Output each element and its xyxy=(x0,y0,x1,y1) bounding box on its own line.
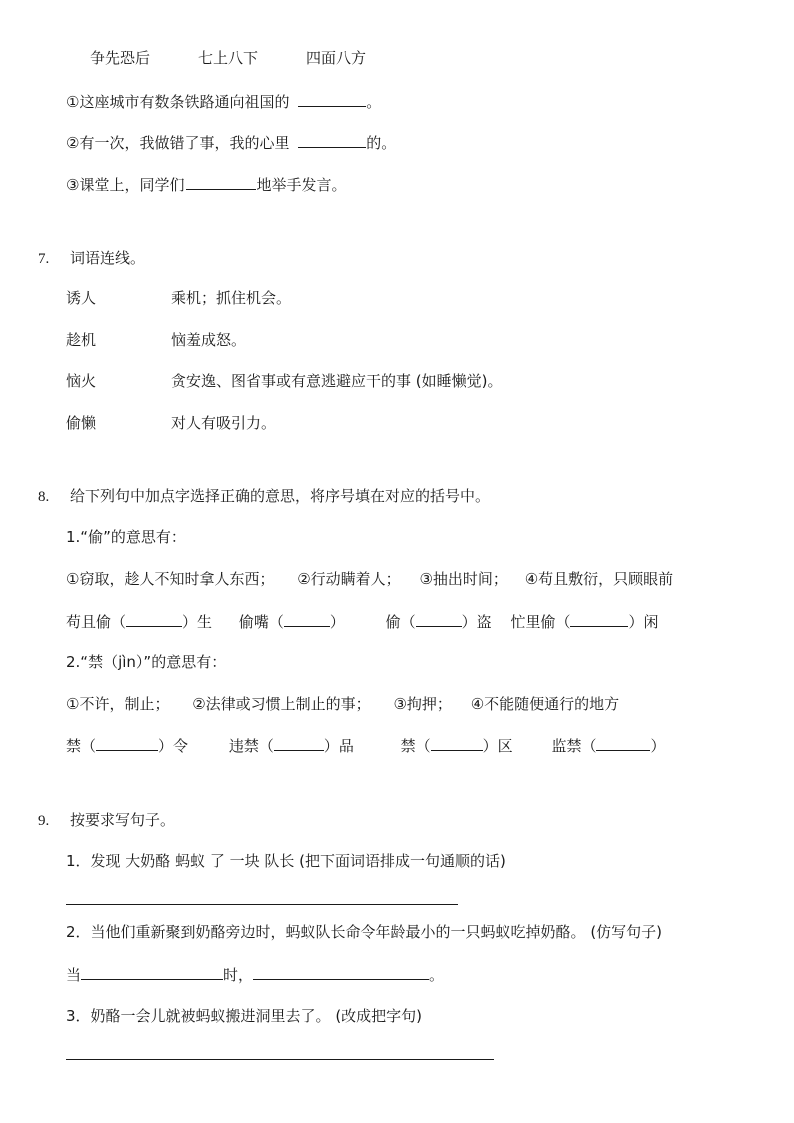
q9-imitation-a: 当 xyxy=(66,966,82,984)
q8-part2-heading: 2.“禁（jìn）”的意思有： xyxy=(66,653,227,671)
q7-left-1[interactable]: 诱人 xyxy=(66,289,97,307)
q9-imitation-b: 时， xyxy=(223,966,254,984)
q8-p1-item-3-pre: 偷（ xyxy=(385,613,416,631)
q8-p2-blank-1[interactable] xyxy=(96,735,158,751)
q7-left-3[interactable]: 恼火 xyxy=(66,372,97,390)
q8-heading xyxy=(38,486,490,507)
q9-sentence-1: 1．发现 大奶酪 蚂蚁 了 一块 队长 (把下面词语排成一句通顺的话) xyxy=(66,852,506,870)
q9-answer-line-1[interactable] xyxy=(66,904,458,905)
q8-p1-item-4-post: ）闲 xyxy=(628,613,659,631)
q8-p2-item-1-post: ）令 xyxy=(158,737,189,755)
q6-blank-3[interactable] xyxy=(186,174,256,190)
q8-p1-meaning-4: ④苟且敷衍，只顾眼前 xyxy=(524,570,674,588)
q7-heading xyxy=(38,248,145,269)
q9-answer-line-3[interactable] xyxy=(66,1059,494,1060)
q6-sentence-2-end: 的。 xyxy=(366,134,397,152)
q8-p1-meaning-3: ③抽出时间； xyxy=(419,570,508,588)
q6-sentence-3-text: ③课堂上，同学们 xyxy=(66,176,185,194)
q8-p1-meaning-1: ①窃取，趁人不知时拿人东西； xyxy=(66,570,275,588)
q8-p2-item-3-post: ）区 xyxy=(482,737,513,755)
q8-part1-meanings xyxy=(66,569,673,589)
q6-sentence-1 xyxy=(66,91,381,112)
q6-option-1: 争先恐后 xyxy=(90,49,151,67)
q8-p2-blank-3[interactable] xyxy=(431,735,483,751)
q8-title: 给下列句中加点字选择正确的意思，将序号填在对应的括号中。 xyxy=(70,487,491,505)
q8-number: 8. xyxy=(38,489,50,505)
q8-p2-item-1-pre: 禁（ xyxy=(66,737,97,755)
q6-sentence-3 xyxy=(66,174,346,195)
q7-left-2[interactable]: 趁机 xyxy=(66,331,97,349)
q6-sentence-3-end: 地举手发言。 xyxy=(256,176,347,194)
q8-p1-item-2-post: ） xyxy=(329,613,345,631)
q8-part2-items xyxy=(66,735,665,756)
q8-p1-blank-2[interactable] xyxy=(284,611,330,627)
q9-heading xyxy=(38,810,175,831)
q8-p1-meaning-2: ②行动瞒着人； xyxy=(297,570,401,588)
q8-part1-heading: 1.“偷”的意思有： xyxy=(66,528,186,546)
q8-p1-item-1-post: ）生 xyxy=(182,613,213,631)
q6-option-3: 四面八方 xyxy=(306,49,367,67)
q8-p2-meaning-1: ①不许，制止； xyxy=(66,695,170,713)
q8-p2-item-3-pre: 禁（ xyxy=(400,737,431,755)
q8-p2-meaning-2: ②法律或习惯上制止的事； xyxy=(192,695,371,713)
q6-sentence-1-text: ①这座城市有数条铁路通向祖国的 xyxy=(66,93,290,111)
q7-right-4[interactable]: 对人有吸引力。 xyxy=(171,414,277,432)
q9-title: 按要求写句子。 xyxy=(70,811,176,829)
q8-p2-item-4-pre: 监禁（ xyxy=(551,737,597,755)
q9-number: 9. xyxy=(38,813,50,829)
q6-sentence-2 xyxy=(66,132,396,153)
q8-p2-item-2-pre: 违禁（ xyxy=(228,737,274,755)
q6-sentence-2-text: ②有一次，我做错了事，我的心里 xyxy=(66,134,290,152)
q8-part2-meanings xyxy=(66,694,619,714)
q8-p2-meaning-4: ④不能随便通行的地方 xyxy=(470,695,620,713)
q9-imitation-c: 。 xyxy=(429,966,445,984)
q9-imitation-line xyxy=(66,964,444,985)
q8-part1-items xyxy=(66,611,658,632)
q8-p1-item-3-post: ）盗 xyxy=(461,613,492,631)
q8-p1-blank-1[interactable] xyxy=(126,611,182,627)
q8-p2-blank-4[interactable] xyxy=(596,735,650,751)
q7-left-4[interactable]: 偷懒 xyxy=(66,414,97,432)
q8-p2-item-2-post: ）品 xyxy=(323,737,354,755)
q8-p2-meaning-3: ③拘押； xyxy=(393,695,452,713)
q9-blank-then[interactable] xyxy=(253,964,429,980)
q8-p1-item-1-pre: 苟且偷（ xyxy=(66,613,127,631)
q7-number: 7. xyxy=(38,251,50,267)
q8-p2-item-4-post: ） xyxy=(650,737,666,755)
q9-sentence-2: 2．当他们重新聚到奶酪旁边时，蚂蚁队长命令年龄最小的一只蚂蚁吃掉奶酪。 (仿写句子) xyxy=(66,923,663,941)
q7-right-3[interactable]: 贪安逸、图省事或有意逃避应干的事 (如睡懒觉)。 xyxy=(171,372,503,390)
q6-option-2: 七上八下 xyxy=(198,49,259,67)
q7-right-1[interactable]: 乘机；抓住机会。 xyxy=(171,289,292,307)
q6-blank-2[interactable] xyxy=(298,132,366,148)
q8-p1-blank-4[interactable] xyxy=(570,611,628,627)
q6-sentence-1-end: 。 xyxy=(366,93,382,111)
q7-right-2[interactable]: 恼羞成怒。 xyxy=(171,331,247,349)
q9-sentence-3: 3．奶酪一会儿就被蚂蚁搬进洞里去了。 (改成把字句) xyxy=(66,1007,423,1025)
q8-p1-blank-3[interactable] xyxy=(416,611,462,627)
q8-p1-item-2-pre: 偷嘴（ xyxy=(238,613,284,631)
q8-p1-item-4-pre: 忙里偷（ xyxy=(510,613,571,631)
q9-blank-when[interactable] xyxy=(81,964,223,980)
q8-p2-blank-2[interactable] xyxy=(274,735,324,751)
q7-title: 词语连线。 xyxy=(70,249,146,267)
q6-blank-1[interactable] xyxy=(298,91,366,107)
